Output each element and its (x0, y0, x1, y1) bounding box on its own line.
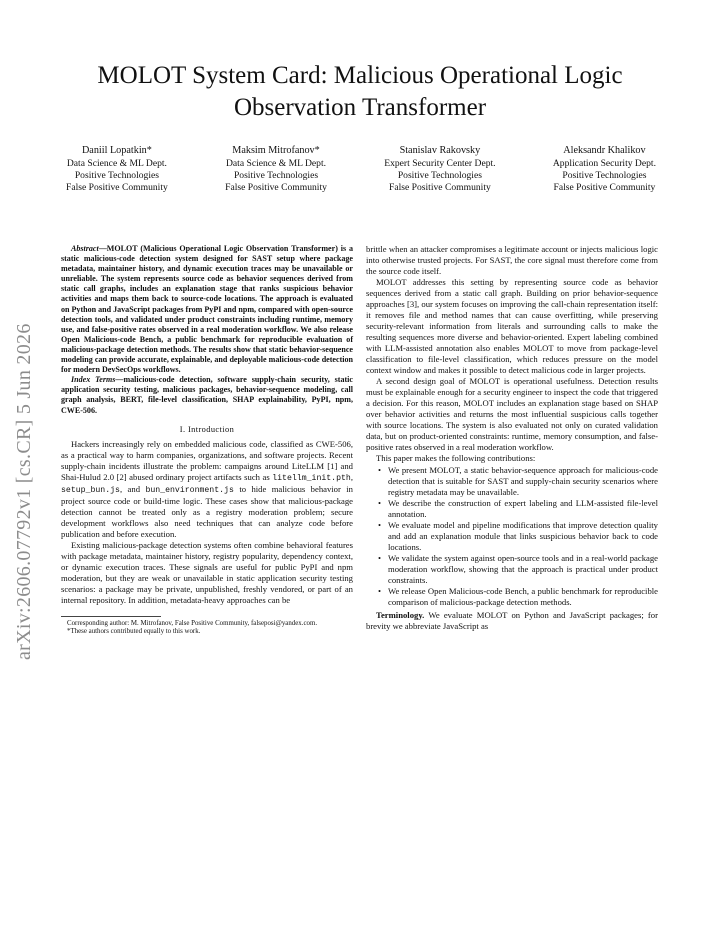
author-community: False Positive Community (66, 182, 168, 193)
text-span: , (350, 471, 353, 482)
author-block (66, 143, 168, 194)
author-name: Stanislav Rakovsky (399, 145, 481, 156)
author-community: False Positive Community (553, 182, 656, 193)
author-dept: Application Security Dept. (552, 158, 656, 169)
text-span: , and (119, 483, 146, 494)
intro-paragraph-2: Existing malicious-package detection systems often combine behavioral features with package metadata, maintainer history, registry popularity, dependency context, or dynamic execution traces. These signals are useful for public PyPI and npm moderation, but they are weak or unavailable in static application security testing scenarios: a package may be private, unpublished, freshly vendored, or part of an internal repository. In addition, metadata-heavy approaches can be (61, 539, 353, 605)
text-span: to hide malicious behavior in project source code or build-time logic. These cases show that malicious-package detection cannot be treated only as a registry moderation problem; secure development workflows also need techniques that can analyze code before publication and before execution. (61, 483, 353, 539)
section-heading: I. Introduction (179, 424, 235, 434)
author-block (384, 143, 495, 194)
author-dept: Data Science & ML Dept. (225, 158, 327, 169)
text-span: Hackers increasingly rely on embedded malicious code, classified as CWE-506, as a practical way to harm companies, organizations, and software projects. Recent supply-chain incidents illustrate the problem: campaigns around LiteLLM [1] and Shai-Hulud 2.0 [2] abused ordinary project artifacts such as (61, 438, 353, 482)
author-block (553, 143, 656, 194)
footnote-rule (61, 616, 161, 617)
left-column (61, 244, 353, 636)
index-terms-label: Index Terms (71, 375, 116, 385)
contribution-item: • We evaluate model and pipeline modifications that improve detection quality and add an explanation module that links suspicious behavior back to code locations. (388, 520, 658, 553)
contribution-item: • We present MOLOT, a static behavior-sequence approach for malicious-code detection that is suitable for SAST and supply-chain security scenarios where registry metadata may be unavailable. (388, 465, 658, 498)
footnote-corresponding: Corresponding author: M. Mitrofanov, False Positive Community, falseposi@yandex.com. (67, 619, 318, 627)
author-org: Positive Technologies (397, 170, 482, 181)
author-dept: Expert Security Center Dept. (384, 158, 496, 169)
author-community: False Positive Community (225, 182, 327, 193)
index-terms-text: —malicious-code detection, software supply-chain security, static application security testing, malicious packages, behavior-sequence modeling, call graph analysis, BERT, file-level classification, SHAP explainability, PyPI, npm, CWE-506. (61, 375, 353, 415)
abstract (61, 244, 353, 375)
right-column (366, 244, 658, 632)
author-dept: Data Science & ML Dept. (66, 158, 167, 169)
terminology-text: We evaluate MOLOT on Python and JavaScript packages; for brevity we abbreviate JavaScript as (366, 610, 658, 631)
paper-title: MOLOT System Card: Malicious Operational Logic Observation Transformer (97, 62, 623, 121)
contribution-list (366, 465, 658, 608)
author-name: Aleksandr Khalikov (563, 145, 646, 156)
author-name: Maksim Mitrofanov* (232, 145, 320, 156)
terminology-paragraph (366, 610, 658, 632)
contributions-intro: This paper makes the following contributions: (376, 453, 536, 463)
index-terms (61, 375, 353, 415)
code-filename: bun_environment.js (145, 485, 234, 495)
intro-continuation: brittle when an attacker compromises a legitimate account or injects malicious logic into otherwise trusted projects. For SAST, the core signal must therefore come from the source code itself. (366, 244, 658, 276)
author-org: Positive Technologies (74, 170, 159, 181)
code-filename: setup_bun.js (61, 485, 120, 495)
abstract-label: Abstract (71, 244, 99, 253)
terminology-label: Terminology. (376, 610, 425, 620)
author-org: Positive Technologies (562, 170, 647, 181)
contribution-item: • We validate the system against open-source tools and in a real-world package moderation workflow, showing that the approach is practical under product constraints. (388, 553, 658, 586)
contribution-item: • We describe the construction of expert labeling and LLM-assisted file-level annotation. (388, 498, 658, 520)
abstract-text: —MOLOT (Malicious Operational Logic Observation Transformer) is a static malicious-code detection system designed for SAST setup where package metadata, maintainer history, and dynamic execution traces may be unavailable or unreliable. The system represents source code as behavior sequences derived from static call graphs, includes an explanation stage that ranks suspicious behavior activities and maps them back to source-code locations. The approach is evaluated on Python and JavaScript packages from PyPI and npm, compared with open-source detection tools, and validated under product constraints including runtime, memory use, and false-positive rates observed in a real moderation workflow. We also release Open Malicious-code Bench, a public benchmark for reproducible evaluation of malicious-package detection methods. The results show that static behavior-sequence modeling can provide accurate, explainable, and deployable malicious-code detection for modern DevSecOps workflows. (61, 244, 353, 375)
footnotes (61, 620, 353, 636)
author-block (225, 143, 327, 194)
code-filename: litellm_init.pth (272, 473, 351, 483)
footnote-equal: *These authors contributed equally to this work. (67, 627, 201, 635)
author-community: False Positive Community (388, 182, 491, 193)
intro-paragraph-3: MOLOT addresses this setting by representing source code as behavior sequences derived from a static call graph. Building on prior behavior-sequence approaches [3], our system focuses on improving the call-chain representation itself: it removes file and method names that can cause overfitting, while preserving security-relevant information from literals and surrounding calls to make the resulting sequences more diverse and behavior-oriented. Expert labeling combined with LLM-assisted annotation also enables MOLOT to move from package-level classification to file-level classification, which reduces pressure on the model context window and makes it possible to detect malicious code in larger projects. (366, 277, 658, 375)
author-list (66, 143, 656, 194)
intro-paragraph-4: A second design goal of MOLOT is operational usefulness. Detection results must be explainable enough for a security engineer to inspect the code that triggered a decision. For this reason, MOLOT includes an explanation stage based on SHAP over behavior activities and returns the most influential suspicious calls together with source locations. The system is also evaluated not only on curated validation data, but on product-oriented constraints: runtime, memory consumption, and false-positive rates observed in a real moderation workflow. (366, 376, 658, 452)
arxiv-stamp: arXiv:2606.07792v1 [cs.CR] 5 Jun 2026 (13, 323, 35, 660)
intro-paragraph-1 (61, 439, 353, 540)
author-org: Positive Technologies (233, 170, 319, 181)
author-name: Daniil Lopatkin* (81, 145, 152, 156)
contribution-item: • We release Open Malicious-code Bench, a public benchmark for reproducible comparison of malicious-package detection methods. (388, 586, 658, 608)
